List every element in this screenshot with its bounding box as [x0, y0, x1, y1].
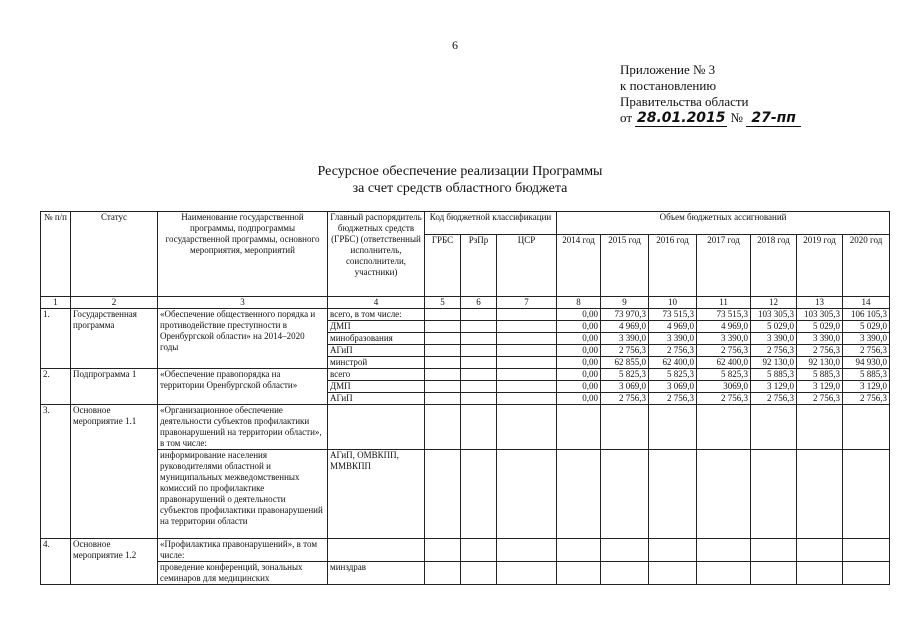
value-cell: 0,00: [557, 357, 601, 369]
value-cell: 0,00: [557, 393, 601, 405]
row-number: 3.: [41, 405, 71, 539]
empty-cell: [497, 539, 557, 562]
value-cell: 2 756,3: [751, 345, 797, 357]
value-cell: 62 400,0: [649, 357, 697, 369]
row-number: 2.: [41, 369, 71, 405]
value-cell: 0,00: [557, 381, 601, 393]
empty-cell: [461, 562, 497, 585]
value-cell: 2 756,3: [649, 393, 697, 405]
title-line-1: Ресурсное обеспечение реализации Программы: [317, 164, 603, 179]
appendix-line-3: Правительства области: [620, 94, 749, 109]
row-grbs: минстрой: [328, 357, 425, 369]
value-cell: 4 969,0: [697, 321, 751, 333]
empty-cell: [425, 309, 461, 321]
empty-cell: [461, 381, 497, 393]
row-name: «Организационное обеспечение деятельности субъектов профилактики правонарушений на территории области», в том числе:: [158, 405, 328, 450]
value-cell: 3 129,0: [751, 381, 797, 393]
empty-cell: [601, 405, 649, 450]
value-cell: 5 029,0: [843, 321, 890, 333]
handwritten-date: 28.01.2015: [636, 110, 726, 126]
value-cell: 2 756,3: [843, 393, 890, 405]
empty-cell: [461, 309, 497, 321]
empty-cell: [425, 357, 461, 369]
header-grbs: Главный распорядитель бюджетных средств (ГРБС) (ответственный исполнитель, соисполнители, участники): [328, 212, 425, 297]
empty-cell: [461, 357, 497, 369]
column-number-row: [41, 297, 890, 309]
number-label: №: [730, 110, 743, 125]
column-number: 12: [751, 297, 797, 309]
value-cell: 2 756,3: [751, 393, 797, 405]
value-cell: 3069,0: [697, 381, 751, 393]
row-grbs: минздрав: [328, 562, 425, 585]
value-cell: 73 515,3: [697, 309, 751, 321]
empty-cell: [461, 369, 497, 381]
table-row: [41, 405, 890, 450]
value-cell: 2 756,3: [843, 345, 890, 357]
value-cell: 5 885,3: [751, 369, 797, 381]
header-volume: Объем бюджетных ассигнований: [557, 212, 890, 235]
value-cell: 103 305,3: [751, 309, 797, 321]
row-name: «Профилактика правонарушений», в том числе:: [158, 539, 328, 562]
empty-cell: [649, 450, 697, 539]
row-grbs: минобразования: [328, 333, 425, 345]
empty-cell: [461, 345, 497, 357]
value-cell: 0,00: [557, 369, 601, 381]
row-grbs: АГиП: [328, 345, 425, 357]
empty-cell: [557, 539, 601, 562]
value-cell: 5 885,3: [797, 369, 843, 381]
row-number: 4.: [41, 539, 71, 585]
row-subname: проведение конференций, зональных семинаров для медицинских: [158, 562, 328, 585]
header-year: 2017 год: [697, 235, 751, 297]
header-year: 2016 год: [649, 235, 697, 297]
row-grbs: АГиП, ОМВКПП, ММВКПП: [328, 450, 425, 539]
header-year: 2015 год: [601, 235, 649, 297]
empty-cell: [497, 369, 557, 381]
header-code: Код бюджетной классификации: [425, 212, 557, 235]
row-grbs: всего: [328, 369, 425, 381]
empty-cell: [497, 321, 557, 333]
empty-cell: [425, 562, 461, 585]
row-status: Основное мероприятие 1.2: [71, 539, 158, 585]
column-number: 3: [158, 297, 328, 309]
empty-cell: [843, 539, 890, 562]
value-cell: 2 756,3: [697, 393, 751, 405]
empty-cell: [557, 450, 601, 539]
value-cell: 0,00: [557, 321, 601, 333]
empty-cell: [497, 393, 557, 405]
header-year: 2018 год: [751, 235, 797, 297]
empty-cell: [649, 539, 697, 562]
value-cell: 3 129,0: [797, 381, 843, 393]
table-row: [41, 450, 890, 539]
empty-cell: [497, 333, 557, 345]
value-cell: 5 885,3: [843, 369, 890, 381]
appendix-date-line: [620, 110, 801, 127]
value-cell: 5 825,3: [601, 369, 649, 381]
empty-cell: [461, 333, 497, 345]
value-cell: 3 069,0: [601, 381, 649, 393]
column-number: 8: [557, 297, 601, 309]
empty-cell: [497, 450, 557, 539]
empty-cell: [425, 539, 461, 562]
handwritten-number: 27-пп: [746, 111, 801, 127]
empty-cell: [425, 321, 461, 333]
column-number: 2: [71, 297, 158, 309]
empty-cell: [601, 539, 649, 562]
row-status: Основное мероприятие 1.1: [71, 405, 158, 539]
value-cell: 103 305,3: [797, 309, 843, 321]
column-number: 1: [41, 297, 71, 309]
value-cell: 73 515,3: [649, 309, 697, 321]
value-cell: 3 129,0: [843, 381, 890, 393]
value-cell: 2 756,3: [697, 345, 751, 357]
row-number: 1.: [41, 309, 71, 369]
empty-cell: [751, 562, 797, 585]
value-cell: 2 756,3: [601, 345, 649, 357]
header-grbs-code: ГРБС: [425, 235, 461, 297]
value-cell: 92 130,0: [751, 357, 797, 369]
empty-cell: [751, 450, 797, 539]
value-cell: 3 390,0: [601, 333, 649, 345]
empty-cell: [425, 345, 461, 357]
empty-cell: [497, 357, 557, 369]
empty-cell: [461, 405, 497, 450]
empty-cell: [461, 393, 497, 405]
appendix-line-2: к постановлению: [620, 78, 717, 93]
value-cell: 2 756,3: [797, 345, 843, 357]
title-line-2: за счет средств областного бюджета: [352, 181, 568, 196]
column-number: 14: [843, 297, 890, 309]
row-subname: информирование населения руководителями областной и муниципальных межведомственных комиссий по профилактике правонарушений о деятельности субъектов профилактики правонарушений на территории области: [158, 450, 328, 539]
value-cell: 73 970,3: [601, 309, 649, 321]
empty-cell: [497, 309, 557, 321]
value-cell: 5 825,3: [697, 369, 751, 381]
empty-cell: [843, 405, 890, 450]
row-grbs: ДМП: [328, 321, 425, 333]
empty-cell: [697, 450, 751, 539]
appendix-block: [620, 62, 801, 127]
document-title: [300, 163, 620, 197]
empty-cell: [797, 562, 843, 585]
column-number: 7: [497, 297, 557, 309]
empty-cell: [797, 539, 843, 562]
empty-cell: [843, 450, 890, 539]
appendix-line-1: Приложение № 3: [620, 62, 716, 77]
column-number: 4: [328, 297, 425, 309]
table-row: [41, 539, 890, 562]
value-cell: 2 756,3: [797, 393, 843, 405]
value-cell: 94 930,0: [843, 357, 890, 369]
column-number: 5: [425, 297, 461, 309]
empty-cell: [797, 405, 843, 450]
empty-cell: [461, 539, 497, 562]
value-cell: 3 390,0: [751, 333, 797, 345]
header-num: № п/п: [41, 212, 71, 297]
empty-cell: [649, 405, 697, 450]
column-number: 11: [697, 297, 751, 309]
header-status: Статус: [71, 212, 158, 297]
empty-cell: [697, 562, 751, 585]
empty-cell: [425, 405, 461, 450]
empty-cell: [751, 405, 797, 450]
row-status: Государственная программа: [71, 309, 158, 369]
value-cell: 4 969,0: [649, 321, 697, 333]
empty-cell: [497, 562, 557, 585]
header-year: 2020 год: [843, 235, 890, 297]
value-cell: 5 029,0: [751, 321, 797, 333]
empty-cell: [425, 381, 461, 393]
empty-cell: [425, 333, 461, 345]
header-year: 2019 год: [797, 235, 843, 297]
value-cell: 0,00: [557, 333, 601, 345]
from-label: от: [620, 110, 633, 125]
page-number: 6: [452, 38, 458, 52]
empty-cell: [649, 562, 697, 585]
value-cell: 5 825,3: [649, 369, 697, 381]
empty-cell: [797, 450, 843, 539]
empty-cell: [497, 345, 557, 357]
row-status: Подпрограмма 1: [71, 369, 158, 405]
empty-cell: [843, 562, 890, 585]
empty-cell: [328, 539, 425, 562]
value-cell: 92 130,0: [797, 357, 843, 369]
header-name: Наименование государственной программы, подпрограммы государственной программы, основного мероприятия, мероприятий: [158, 212, 328, 297]
empty-cell: [461, 450, 497, 539]
header-rzpr: РзПр: [461, 235, 497, 297]
header-csr: ЦСР: [497, 235, 557, 297]
empty-cell: [461, 321, 497, 333]
empty-cell: [497, 405, 557, 450]
value-cell: 5 029,0: [797, 321, 843, 333]
column-number: 13: [797, 297, 843, 309]
value-cell: 0,00: [557, 345, 601, 357]
value-cell: 4 969,0: [601, 321, 649, 333]
value-cell: 3 390,0: [843, 333, 890, 345]
empty-cell: [557, 562, 601, 585]
value-cell: 2 756,3: [601, 393, 649, 405]
row-name: «Обеспечение общественного порядка и противодействие преступности в Оренбургской области» на 2014–2020 годы: [158, 309, 328, 369]
empty-cell: [697, 405, 751, 450]
header-row-1: [41, 212, 890, 235]
empty-cell: [557, 405, 601, 450]
header-year: 2014 год: [557, 235, 601, 297]
value-cell: 3 390,0: [697, 333, 751, 345]
resource-table: [40, 211, 890, 585]
table-row: [41, 309, 890, 321]
empty-cell: [751, 539, 797, 562]
empty-cell: [328, 405, 425, 450]
empty-cell: [601, 450, 649, 539]
row-grbs: ДМП: [328, 381, 425, 393]
row-name: «Обеспечение правопорядка на территории Оренбургской области»: [158, 369, 328, 405]
row-grbs: всего, в том числе:: [328, 309, 425, 321]
table-row: [41, 369, 890, 381]
column-number: 9: [601, 297, 649, 309]
value-cell: 2 756,3: [649, 345, 697, 357]
value-cell: 62 400,0: [697, 357, 751, 369]
table-row: [41, 562, 890, 585]
value-cell: 3 390,0: [649, 333, 697, 345]
row-grbs: АГиП: [328, 393, 425, 405]
value-cell: 106 105,3: [843, 309, 890, 321]
empty-cell: [601, 562, 649, 585]
empty-cell: [425, 393, 461, 405]
value-cell: 62 855,0: [601, 357, 649, 369]
empty-cell: [497, 381, 557, 393]
value-cell: 3 390,0: [797, 333, 843, 345]
empty-cell: [425, 450, 461, 539]
column-number: 10: [649, 297, 697, 309]
empty-cell: [425, 369, 461, 381]
value-cell: 3 069,0: [649, 381, 697, 393]
empty-cell: [697, 539, 751, 562]
value-cell: 0,00: [557, 309, 601, 321]
column-number: 6: [461, 297, 497, 309]
